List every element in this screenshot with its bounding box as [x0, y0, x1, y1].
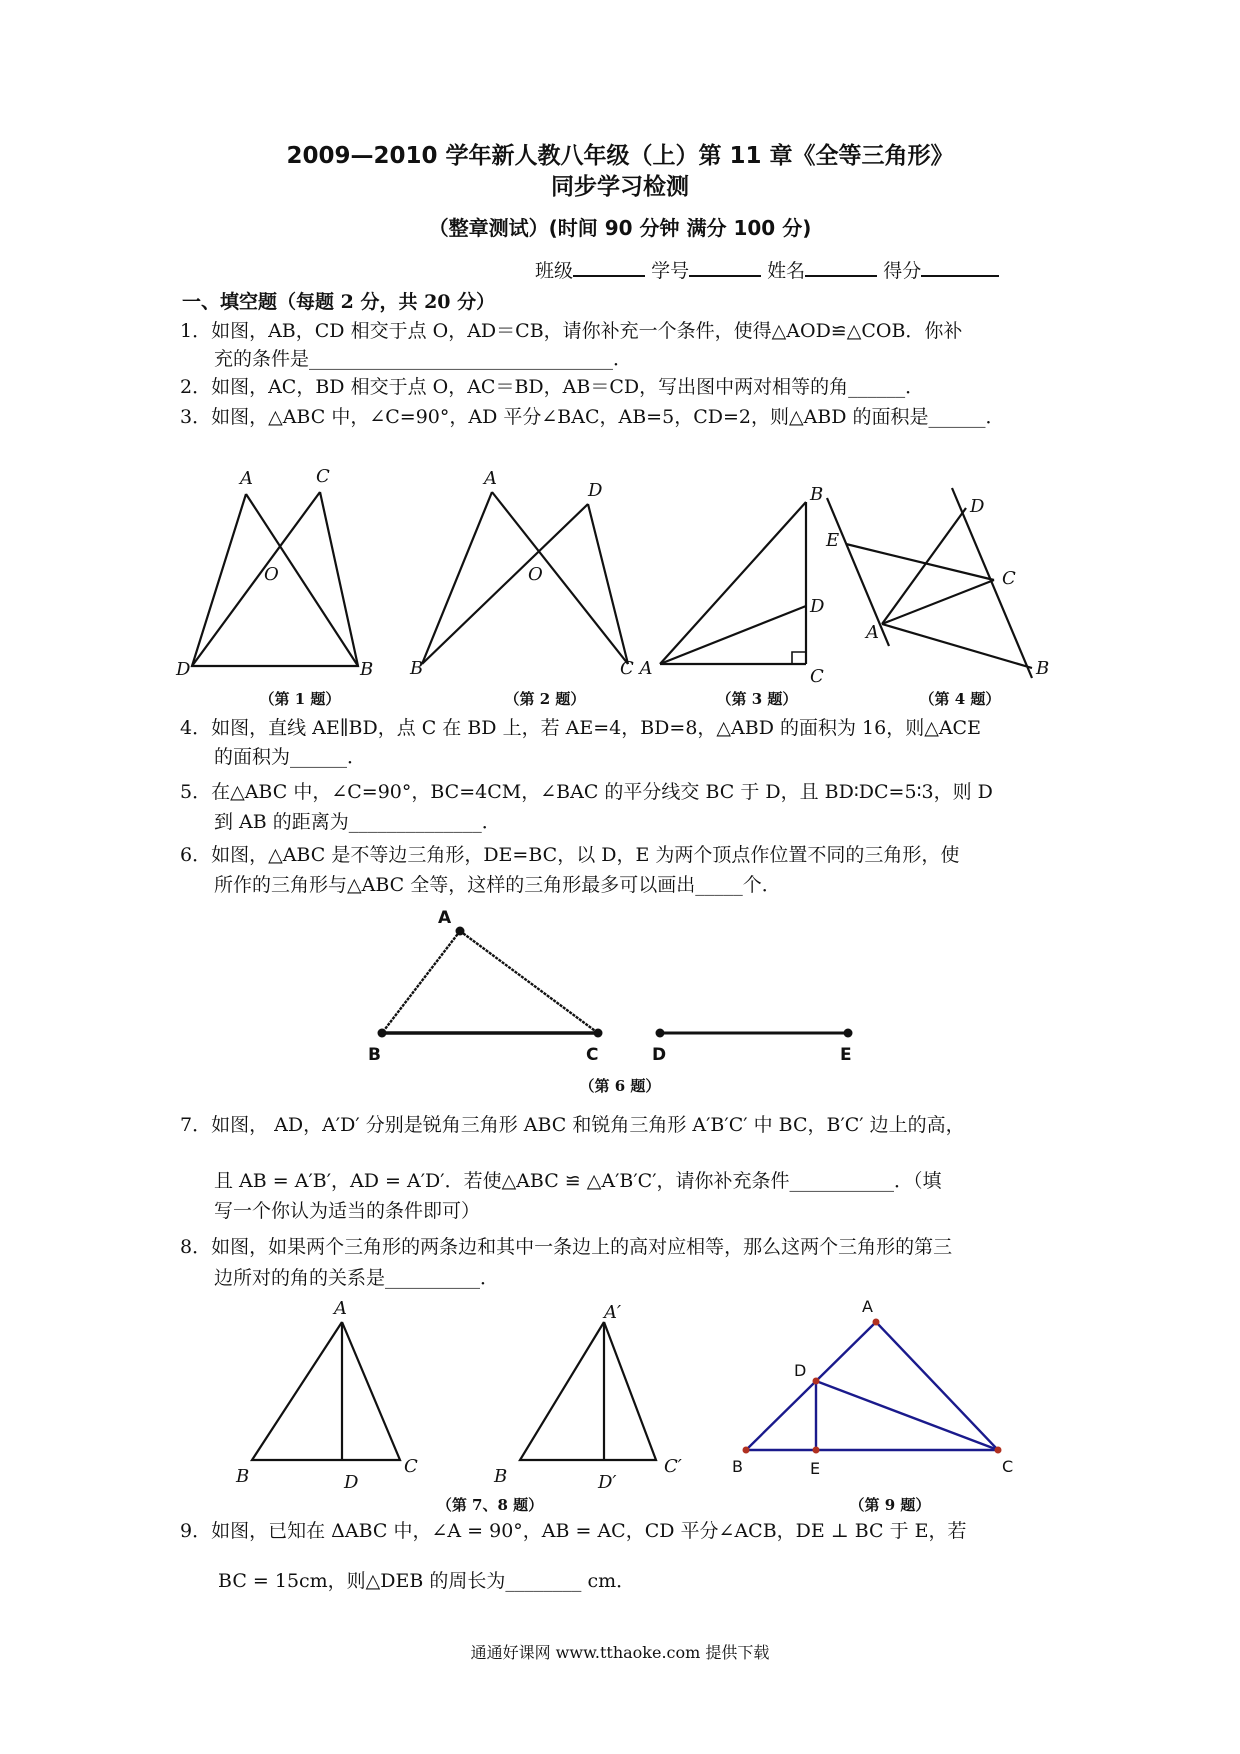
question-9-line-2: BC = 15cm，则△DEB 的周长为________ cm． [218, 1570, 636, 1592]
section-heading: 一、填空题（每题 2 分，共 20 分） [182, 291, 496, 313]
fig2-label-a: A [484, 468, 497, 489]
fig2-label-b: B [410, 658, 424, 679]
caption-fig-1: （第 1 题） [259, 690, 341, 708]
fig1-label-c: C [316, 466, 330, 487]
fig1-label-o: O [264, 564, 279, 585]
fig1-label-b: B [360, 659, 374, 680]
figure-7-right [494, 1302, 700, 1493]
fig8-label-c-prime: C′ [664, 1456, 682, 1477]
fig4-label-a: A [866, 622, 879, 643]
caption-fig-3: （第 3 题） [716, 690, 798, 708]
score-blank[interactable] [921, 257, 999, 277]
fig9-label-a: A [862, 1297, 873, 1316]
fig7-label-b: B [236, 1466, 250, 1487]
question-6-line-2: 所作的三角形与△ABC 全等，这样的三角形最多可以画出_____个． [214, 874, 781, 896]
student-id-label: 学号 [651, 260, 690, 282]
figure-4 [822, 488, 1052, 688]
fig6-label-c: C [586, 1045, 599, 1065]
figure-1 [176, 466, 410, 680]
fig6-label-a: A [438, 908, 452, 928]
fig7-label-c: C [404, 1456, 418, 1477]
score-label: 得分 [883, 260, 922, 282]
fig4-label-c: C [1002, 568, 1016, 589]
question-6-line-1: 6．如图，△ABC 是不等边三角形，DE=BC，以 D，E 为两个顶点作位置不同的三角形，使 [180, 844, 960, 866]
fig2-label-d: D [588, 480, 603, 501]
question-7-line-1: 7．如图， AD，A′D′ 分别是锐角三角形 ABC 和锐角三角形 A′B′C′ 中 BC，B′C′ 边上的高， [180, 1114, 965, 1136]
fig4-label-e: E [826, 530, 840, 551]
fig8-label-a-prime: A′ [604, 1302, 622, 1323]
fig7-label-d: D [344, 1472, 359, 1493]
question-5-line-2: 到 AB 的距离为______________． [214, 811, 501, 833]
class-label: 班级 [535, 260, 574, 282]
question-7-line-2: 且 AB = A′B′，AD = A′D′．若使△ABC ≌ △A′B′C′，请你补充条件___________．（填 [214, 1170, 942, 1192]
name-label: 姓名 [767, 260, 806, 282]
page-footer: 通通好课网 www.tthaoke.com 提供下载 [470, 1643, 770, 1662]
test-meta: （整章测试）(时间 90 分钟 满分 100 分) [428, 216, 812, 240]
question-7-line-3: 写一个你认为适当的条件即可） [214, 1200, 481, 1222]
caption-fig-4: （第 4 题） [919, 690, 1001, 708]
fig3-label-b: B [810, 484, 824, 505]
question-4-line-1: 4．如图，直线 AE∥BD，点 C 在 BD 上，若 AE=4，BD=8，△ABD 的面积为 16，则△ACE [180, 717, 981, 739]
figure-3 [668, 484, 828, 692]
fig8-label-d-prime: D′ [598, 1472, 617, 1493]
class-blank[interactable] [573, 257, 645, 277]
fig9-label-b: B [732, 1457, 743, 1476]
caption-fig-7-8: （第 7、8 题） [436, 1496, 544, 1514]
caption-fig-9: （第 9 题） [849, 1496, 931, 1514]
page-subtitle: 同步学习检测 [551, 174, 689, 200]
fig6-label-d: D [652, 1045, 667, 1065]
figure-7-left [236, 1298, 450, 1493]
question-1-line-2: 充的条件是________________________________． [214, 348, 633, 370]
question-4-line-2: 的面积为______． [214, 746, 367, 768]
fig9-label-c: C [1002, 1457, 1014, 1476]
student-id-blank[interactable] [689, 257, 761, 277]
question-9-line-1: 9．如图，已知在 ΔABC 中，∠A = 90°，AB = AC，CD 平分∠ACB，DE ⊥ BC 于 E，若 [180, 1520, 967, 1542]
fig1-label-d: D [176, 659, 191, 680]
fig6-label-e: E [840, 1045, 852, 1065]
fig4-label-b: B [1036, 658, 1050, 679]
fig2-label-o: O [528, 564, 543, 585]
fig3-label-d: D [810, 596, 825, 617]
caption-fig-2: （第 2 题） [504, 690, 586, 708]
fig3-label-c: C [810, 666, 824, 687]
figure-6 [368, 908, 890, 1085]
caption-fig-6: （第 6 题） [579, 1077, 661, 1095]
question-8-line-2: 边所对的角的关系是__________． [214, 1267, 500, 1289]
question-8-line-1: 8．如图，如果两个三角形的两条边和其中一条边上的高对应相等，那么这两个三角形的第三 [180, 1236, 953, 1258]
question-2: 2．如图，AC，BD 相交于点 O，AC＝BD，AB＝CD，写出图中两对相等的角______． [180, 376, 925, 398]
figure-9 [730, 1297, 1030, 1490]
fig8-label-b-prime: B [494, 1466, 508, 1487]
page-title: 2009—2010 学年新人教八年级（上）第 11 章《全等三角形》 [286, 143, 954, 169]
fig6-label-b: B [368, 1045, 381, 1065]
figure-2 [410, 468, 653, 679]
question-3: 3．如图，△ABC 中，∠C=90°，AD 平分∠BAC，AB=5，CD=2，则△ABD 的面积是______． [180, 406, 1005, 428]
question-5-line-1: 5．在△ABC 中，∠C=90°，BC=4CM，∠BAC 的平分线交 BC 于 D，且 BD∶DC=5∶3，则 D [180, 781, 993, 803]
fig7-label-a: A [334, 1298, 347, 1319]
fig4-label-d: D [970, 496, 985, 517]
info-fields [535, 256, 999, 283]
fig1-label-a: A [240, 468, 253, 489]
fig2-label-ca: C A [620, 658, 653, 679]
name-blank[interactable] [805, 257, 877, 277]
question-1-line-1: 1．如图，AB，CD 相交于点 O，AD＝CB，请你补充一个条件，使得△AOD≌△COB．你补 [180, 320, 963, 342]
fig9-label-e: E [810, 1459, 821, 1478]
fig9-label-d: D [794, 1361, 807, 1380]
